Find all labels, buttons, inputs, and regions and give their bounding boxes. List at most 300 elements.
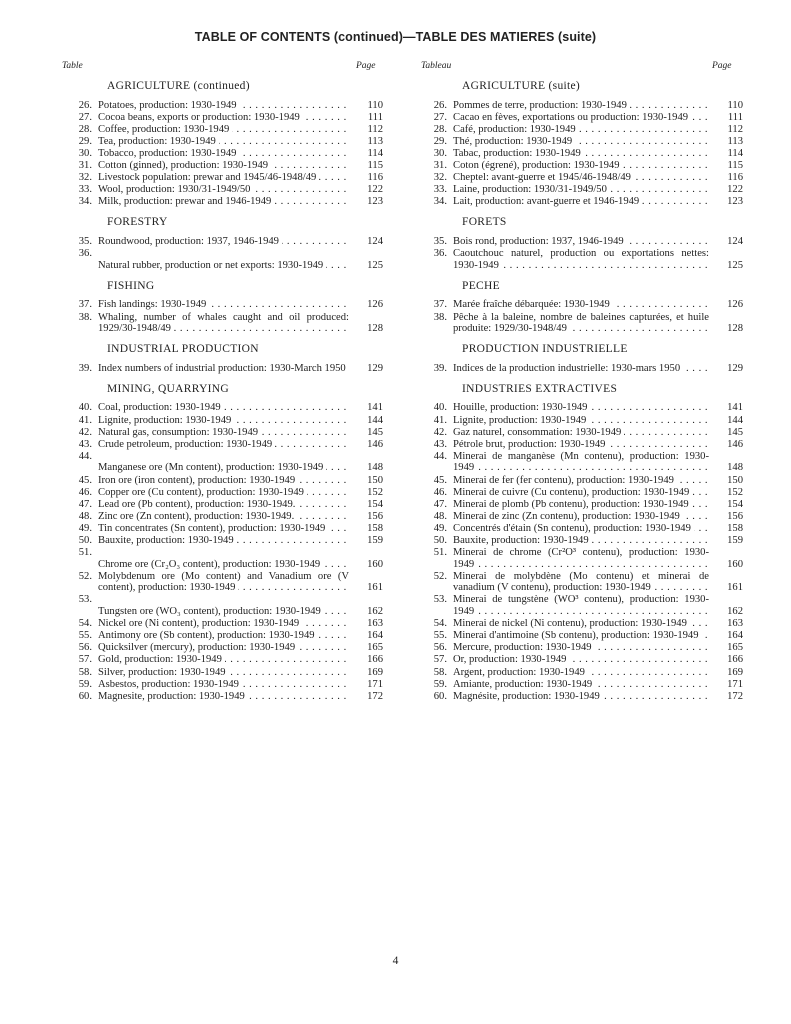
entry-title-text: Cheptel: avant-guerre et 1945/46-1948/49 (453, 172, 634, 183)
entry-title (453, 523, 709, 535)
toc-entry (78, 523, 383, 535)
entry-number: 29. (433, 135, 447, 147)
section-heading-fr: INDUSTRIES EXTRACTIVES (462, 382, 618, 395)
entry-title-text: Indices de la production industrielle: 1930-mars 1950 (453, 363, 683, 374)
entry-number: 27. (433, 111, 447, 123)
entry-title (453, 642, 709, 654)
entry-page: 164 (727, 630, 743, 642)
toc-entry (78, 691, 383, 703)
entry-title-text: Magnesite, production: 1930-1949 (98, 691, 248, 702)
entry-number: 31. (433, 160, 447, 172)
entry-title-text: Café, production: 1930-1949 (453, 124, 579, 135)
section-heading-en: FISHING (107, 279, 155, 292)
entry-title-text: Bauxite, production: 1930-1949 (453, 535, 592, 546)
entry-title-text: Silver, production: 1930-1949 (98, 667, 229, 678)
entry-title (453, 184, 709, 196)
entry-page: 169 (367, 666, 383, 678)
entry-title (453, 427, 709, 439)
entry-page: 112 (727, 123, 743, 135)
toc-entry (433, 630, 743, 642)
entry-title (98, 667, 349, 679)
entry-title (453, 312, 709, 335)
entry-page: 160 (727, 558, 743, 570)
entry-page: 113 (367, 135, 383, 147)
entry-title-text: Pêche à la baleine, nombre de baleines capturées, et huile produite: 1929/30-1948/49 (453, 311, 709, 335)
entry-title (98, 630, 349, 642)
entry-page: 116 (727, 172, 743, 184)
entry-page: 169 (727, 666, 743, 678)
entry-title-text: Natural gas, consumption: 1930-1949 (98, 427, 261, 438)
section-heading-fr: PECHE (462, 279, 500, 292)
toc-entry (433, 654, 743, 666)
entry-page: 128 (367, 323, 383, 335)
entry-number: 51. (433, 547, 447, 559)
entry-title (453, 618, 709, 630)
entry-number: 55. (433, 630, 447, 642)
toc-entry (78, 618, 383, 630)
toc-entry (433, 184, 743, 196)
entry-number: 30. (433, 147, 447, 159)
entry-title (453, 511, 709, 523)
entry-page: 114 (727, 147, 743, 159)
entry-title (98, 439, 349, 451)
entry-page: 156 (367, 510, 383, 522)
entry-number: 56. (78, 642, 92, 654)
entry-number: 39. (78, 362, 92, 374)
entry-number: 53. (78, 594, 92, 606)
entry-title (98, 654, 349, 666)
entry-title-text: Cotton (ginned), production: 1930-1949 (98, 160, 271, 171)
entry-number: 32. (433, 172, 447, 184)
entry-number: 35. (78, 236, 92, 248)
entry-number: 60. (433, 690, 447, 702)
toc-entry (78, 451, 383, 475)
entry-title-text: Lead ore (Pb content), production: 1930-1949. (98, 499, 298, 510)
entry-number: 39. (433, 362, 447, 374)
entry-number: 59. (78, 678, 92, 690)
entry-number: 28. (433, 123, 447, 135)
entry-number: 50. (78, 535, 92, 546)
entry-page: 161 (727, 582, 743, 594)
entry-number: 57. (433, 654, 447, 666)
toc-entry (78, 642, 383, 654)
entry-title (453, 547, 709, 570)
entry-number: 52. (78, 570, 92, 582)
section-heading-fr: FORETS (462, 216, 507, 229)
entry-page: 152 (727, 486, 743, 498)
toc-entry (433, 642, 743, 654)
entry-title-text: Crude petroleum, production: 1930-1949 (98, 439, 275, 450)
toc-entry (78, 184, 383, 196)
entry-title-text: Fish landings: 1930-1949 (98, 299, 209, 310)
entry-page: 165 (727, 642, 743, 654)
toc-entry (433, 487, 743, 499)
entry-title-text: Iron ore (iron content), production: 1930-1949 (98, 475, 298, 486)
entry-page: 129 (727, 362, 743, 374)
toc-entry (433, 439, 743, 451)
toc-entry (433, 402, 743, 414)
entry-title-text: Natural rubber, production or net exports: 1930-1949 (98, 260, 326, 271)
entry-number: 58. (78, 666, 92, 678)
entry-page: 152 (367, 486, 383, 498)
entry-title-text: Marée fraîche débarquée: 1930-1949 (453, 299, 613, 310)
entry-title (453, 475, 709, 487)
toc-entry (433, 415, 743, 427)
entry-number: 54. (433, 618, 447, 630)
entry-page: 110 (367, 99, 383, 111)
entry-title-text: Minerai de plomb (Pb contenu), production: 1930-1949 (453, 499, 692, 510)
section-heading-fr: PRODUCTION INDUSTRIELLE (462, 343, 628, 356)
entry-page: 125 (367, 259, 383, 271)
entry-title-text: Tin concentrates (Sn content), production: 1930-1949 (98, 523, 328, 534)
entry-page: 163 (367, 618, 383, 630)
entry-title-text: Lait, production: avant-guerre et 1946-1949 (453, 196, 642, 207)
toc-entry (433, 236, 743, 248)
toc-entry (433, 679, 743, 691)
entry-number: 48. (433, 510, 447, 522)
entry-page: 122 (727, 184, 743, 196)
entry-number: 28. (78, 123, 92, 135)
entry-title (453, 630, 709, 642)
entry-page: 172 (727, 690, 743, 702)
entry-title (453, 691, 709, 703)
entry-title (453, 124, 709, 136)
entry-title-text: Quicksilver (mercury), production: 1930-1949 (98, 642, 298, 653)
entry-number: 37. (78, 299, 92, 311)
entry-title (98, 679, 349, 691)
column-header-page-left: Page (356, 61, 376, 71)
toc-entry (78, 136, 383, 148)
entry-title (453, 439, 709, 451)
entry-title (453, 487, 709, 499)
entry-title (98, 312, 349, 335)
entry-number: 53. (433, 594, 447, 606)
entry-title (453, 172, 709, 184)
entry-page: 145 (727, 426, 743, 438)
entry-title (98, 236, 349, 248)
entry-title (453, 160, 709, 172)
entry-page: 154 (367, 498, 383, 510)
entry-number: 35. (433, 236, 447, 248)
toc-entry (78, 402, 383, 414)
entry-page: 110 (727, 99, 743, 111)
toc-entry (78, 679, 383, 691)
entry-number: 44. (78, 450, 92, 462)
entry-number: 30. (78, 147, 92, 159)
entry-title-text: Whaling, number of whales caught and oil produced: 1929/30-1948/49 (98, 311, 349, 335)
entry-title (453, 148, 709, 160)
section-heading-en: INDUSTRIAL PRODUCTION (107, 343, 259, 356)
page-number: 4 (392, 955, 399, 967)
toc-entry (78, 160, 383, 172)
entry-title-text: Thé, production: 1930-1949 (453, 136, 575, 147)
entry-number: 42. (78, 426, 92, 438)
toc-entry (78, 571, 383, 595)
entry-page: 154 (727, 498, 743, 510)
toc-entry (78, 511, 383, 523)
entry-title-text: Minerai de zinc (Zn contenu), production: 1930-1949 (453, 511, 683, 522)
entry-title-text: Coal, production: 1930-1949 (98, 402, 224, 413)
entry-title-text: Cocoa beans, exports or production: 1930-1949 (98, 112, 303, 123)
entry-title-text: Zinc ore (Zn content), production: 1930-1949. (98, 511, 297, 522)
entry-title-text: Caoutchouc naturel, production ou exportations nettes: 1930-1949 (453, 248, 709, 271)
toc-entry (433, 312, 743, 336)
entry-page: 161 (367, 582, 383, 594)
entry-number: 58. (433, 666, 447, 678)
column-header-tableau: Tableau (421, 61, 452, 71)
entry-number: 56. (433, 642, 447, 654)
entry-title (98, 535, 349, 547)
entry-title (98, 299, 349, 311)
entry-number: 49. (78, 522, 92, 534)
entry-page: 141 (367, 402, 383, 414)
entry-page: 115 (727, 160, 743, 172)
entry-number: 47. (78, 498, 92, 510)
entry-title-text: Magnésite, production: 1930-1949 (453, 691, 603, 702)
entry-title-text: Wool, production: 1930/31-1949/50 (98, 184, 253, 195)
entry-title-text: Bois rond, production: 1937, 1946-1949 (453, 236, 627, 247)
toc-entry (78, 499, 383, 511)
entry-title-text: Nickel ore (Ni content), production: 1930-1949 (98, 618, 302, 629)
toc-entry (433, 160, 743, 172)
toc-entry (433, 136, 743, 148)
entry-number: 47. (433, 498, 447, 510)
toc-entry (433, 248, 743, 272)
entry-number: 46. (78, 486, 92, 498)
entry-title (453, 499, 709, 511)
page-title: TABLE OF CONTENTS (continued)—TABLE DES MATIERES (suite) (194, 30, 597, 44)
entry-title (98, 148, 349, 160)
entry-number: 50. (433, 535, 447, 546)
entry-page: 171 (727, 678, 743, 690)
entry-page: 129 (367, 362, 383, 374)
toc-entry (433, 691, 743, 703)
entry-title-text: Minerai de nickel (Ni contenu), production: 1930-1949 (453, 618, 690, 629)
entry-number: 45. (433, 474, 447, 486)
entry-title-text: Tabac, production: 1930-1949 (453, 148, 584, 159)
entry-page: 114 (367, 147, 383, 159)
entry-page: 165 (367, 642, 383, 654)
toc-entry (78, 196, 383, 208)
entry-number: 38. (433, 311, 447, 323)
entry-title-text: Minerai de tungstène (WO³ contenu), production: 1930-1949 (453, 594, 709, 618)
toc-entry (433, 499, 743, 511)
entry-title (98, 415, 349, 427)
toc-entry (433, 618, 743, 630)
toc-entry (433, 112, 743, 124)
toc-entry (433, 511, 743, 523)
entry-title (98, 571, 349, 594)
toc-entry (433, 535, 743, 547)
entry-page: 141 (727, 402, 743, 414)
entry-page: 111 (727, 111, 743, 123)
toc-entry (78, 667, 383, 679)
entry-title (98, 196, 349, 208)
entry-title-text: Chrome ore (Cr₂O₃ content), production: 1930-1949 (98, 559, 323, 570)
entry-title (98, 172, 349, 184)
entry-title (453, 363, 709, 375)
entry-title (453, 594, 709, 617)
toc-entry (433, 363, 743, 375)
entry-title (98, 136, 349, 148)
entry-title-text: Minerai de molybdène (Mo contenu) et minerai de vanadium (V contenu), production: 1930-1949 (453, 570, 709, 594)
entry-title (453, 100, 709, 112)
entry-page: 163 (727, 618, 743, 630)
toc-entry (433, 148, 743, 160)
entry-number: 60. (78, 690, 92, 702)
entry-number: 59. (433, 678, 447, 690)
toc-entry (78, 415, 383, 427)
entry-number: 33. (78, 184, 92, 196)
entry-title-text: Tobacco, production: 1930-1949 (98, 148, 239, 159)
entry-page: 144 (727, 414, 743, 426)
entry-number: 36. (78, 248, 92, 260)
toc-entry (433, 475, 743, 487)
entry-title (453, 136, 709, 148)
entry-number: 49. (433, 522, 447, 534)
entry-page: 146 (367, 438, 383, 450)
entry-page: 111 (367, 111, 383, 123)
section-heading-en: FORESTRY (107, 216, 168, 229)
toc-entry (433, 667, 743, 679)
entry-title (453, 402, 709, 414)
entry-title (98, 427, 349, 439)
column-header-page-right: Page (712, 61, 732, 71)
toc-entry (433, 451, 743, 475)
entry-number: 40. (78, 402, 92, 414)
entry-title-text: Coffee, production: 1930-1949 (98, 124, 232, 135)
entry-number: 43. (433, 438, 447, 450)
entry-title-text: Coton (égrené), production: 1930-1949 (453, 160, 623, 171)
entry-number: 51. (78, 547, 92, 559)
entry-title (453, 415, 709, 427)
entry-title-text: Milk, production: prewar and 1946-1949 (98, 196, 274, 207)
entry-number: 45. (78, 474, 92, 486)
entry-number: 57. (78, 654, 92, 666)
entry-title-text: Laine, production: 1930/31-1949/50 (453, 184, 610, 195)
toc-entry (78, 547, 383, 571)
entry-title (98, 642, 349, 654)
entry-title-text: Index numbers of industrial production: 1930-March 1950 (98, 363, 349, 374)
toc-entry (78, 427, 383, 439)
entry-title-text: Houille, production: 1930-1949 (453, 402, 590, 413)
entry-title (98, 112, 349, 124)
toc-entry (433, 124, 743, 136)
entry-title (453, 667, 709, 679)
entry-title-text: Or, production: 1930-1949 (453, 654, 569, 665)
entry-page: 150 (367, 474, 383, 486)
entry-page: 159 (727, 535, 743, 546)
entry-title (453, 654, 709, 666)
entry-number: 34. (78, 196, 92, 208)
entry-title (98, 499, 349, 511)
entry-title-text: Mercure, production: 1930-1949 (453, 642, 595, 653)
entry-number: 26. (433, 99, 447, 111)
entry-title-text: Pétrole brut, production: 1930-1949 (453, 439, 608, 450)
entry-number: 48. (78, 510, 92, 522)
entry-title-text: Minerai de chrome (Cr²O³ contenu), production: 1930-1949 (453, 547, 709, 570)
entry-title-text: Cacao en fèves, exportations ou production: 1930-1949 (453, 112, 691, 123)
toc-entry (78, 487, 383, 499)
section-heading-en: MINING, QUARRYING (107, 382, 230, 395)
entry-title (98, 124, 349, 136)
entry-number: 34. (433, 196, 447, 208)
entry-page: 159 (367, 535, 383, 546)
entry-page: 158 (727, 522, 743, 534)
entry-title-text: Molybdenum ore (Mo content) and Vanadium ore (V content), production: 1930-1949 (98, 570, 349, 594)
entry-title (453, 236, 709, 248)
table-of-contents (78, 79, 743, 703)
entry-number: 54. (78, 618, 92, 630)
toc-entry (78, 148, 383, 160)
toc-entry (433, 523, 743, 535)
entry-title (98, 160, 349, 172)
entry-title-text: Minerai de fer (fer contenu), production: 1930-1949 (453, 475, 677, 486)
entry-title-text: Copper ore (Cu content), production: 1930-1949 (98, 487, 307, 498)
entry-number: 52. (433, 570, 447, 582)
entry-number: 36. (433, 248, 447, 260)
entry-number: 33. (433, 184, 447, 196)
entry-title (453, 535, 709, 547)
toc-entry (78, 535, 383, 547)
column-header-table: Table (62, 61, 83, 71)
entry-page: 125 (727, 259, 743, 271)
entry-page: 166 (367, 654, 383, 666)
entry-page: 160 (367, 558, 383, 570)
entry-title (98, 402, 349, 414)
entry-title-text: Gaz naturel, consommation: 1930-1949 (453, 427, 624, 438)
entry-title-text: Tea, production: 1930-1949 (98, 136, 219, 147)
entry-page: 126 (367, 299, 383, 311)
entry-title (453, 196, 709, 208)
entry-title (453, 571, 709, 594)
entry-title-text: Minerai de cuivre (Cu contenu), production: 1930-1949 (453, 487, 692, 498)
entry-page: 113 (727, 135, 743, 147)
entry-page: 156 (727, 510, 743, 522)
entry-number: 32. (78, 172, 92, 184)
entry-title (98, 363, 349, 375)
entry-page: 148 (367, 462, 383, 474)
entry-title-text: Pommes de terre, production: 1930-1949 (453, 100, 630, 111)
entry-title (453, 679, 709, 691)
entry-page: 128 (727, 323, 743, 335)
entry-page: 166 (727, 654, 743, 666)
entry-number: 40. (433, 402, 447, 414)
toc-entry (433, 571, 743, 595)
toc-entry (78, 299, 383, 311)
toc-entry (78, 312, 383, 336)
toc-entry (78, 630, 383, 642)
entry-page: 150 (727, 474, 743, 486)
entry-page: 164 (367, 630, 383, 642)
entry-number: 29. (78, 135, 92, 147)
entry-title-text: Minerai de manganèse (Mn contenu), production: 1930-1949 (453, 450, 709, 474)
toc-entry (433, 100, 743, 112)
entry-title (98, 487, 349, 499)
entry-number: 37. (433, 299, 447, 311)
entry-page: 158 (367, 522, 383, 534)
entry-title (98, 184, 349, 196)
toc-entry (78, 100, 383, 112)
entry-title (98, 618, 349, 630)
entry-title-text: Bauxite, production: 1930-1949 (98, 535, 237, 546)
entry-page: 145 (367, 426, 383, 438)
entry-title (453, 112, 709, 124)
entry-page: 122 (367, 184, 383, 196)
entry-title (98, 511, 349, 523)
entry-title-text: Tungsten ore (WO₃ content), production: 1930-1949 (98, 606, 324, 617)
entry-title (98, 606, 349, 618)
